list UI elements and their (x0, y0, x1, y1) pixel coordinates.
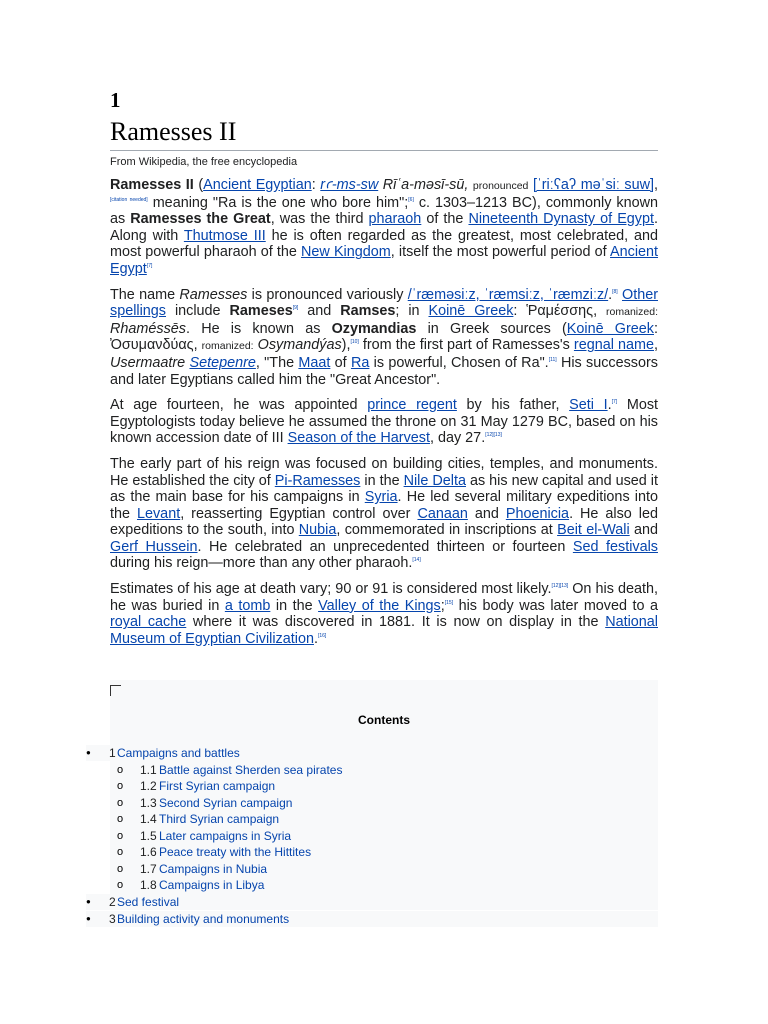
link-syria[interactable]: Syria (364, 489, 398, 506)
ref-14[interactable]: [14] (412, 557, 421, 564)
toc-item-number: 1.6 (140, 845, 157, 859)
toc-item-number: 1.1 (140, 763, 157, 777)
link-national-museum[interactable]: National Museum of Egyptian Civilization (110, 614, 658, 647)
toc-item-number: 3 (109, 912, 116, 926)
link-setepenre[interactable]: Setepenre (189, 354, 256, 371)
ref-12-13b[interactable]: [12][13] (551, 583, 569, 590)
link-regnal-name[interactable]: regnal name (573, 337, 654, 354)
toc-item-number: 1.4 (140, 812, 157, 826)
toc-item-link[interactable]: Battle against Sherden sea pirates (159, 763, 343, 777)
ref-15[interactable]: [15] (444, 599, 454, 606)
ref-12-13[interactable]: [12][13] (485, 432, 502, 439)
link-nile-delta[interactable]: Nile Delta (403, 472, 466, 489)
toc-item-link[interactable]: First Syrian campaign (159, 779, 276, 793)
bullet-icon: o (117, 863, 124, 875)
ref-16[interactable]: [16] (317, 633, 327, 640)
link-seti-i[interactable]: Seti I (569, 397, 608, 414)
toc-item-number: 1.2 (140, 779, 157, 793)
ref-10[interactable]: [10] (350, 339, 359, 346)
ref-9[interactable]: [9] (292, 305, 299, 312)
bullet-icon: o (117, 830, 124, 842)
link-ancient-egypt[interactable]: Ancient Egypt (110, 244, 659, 277)
toc-item-link[interactable]: Campaigns in Nubia (159, 862, 268, 876)
link-pi-ramesses[interactable]: Pi-Ramesses (274, 472, 361, 489)
toc-item[interactable] (86, 894, 658, 910)
bullet-icon: ● (86, 914, 91, 923)
bullet-icon: o (117, 813, 124, 825)
bullet-icon: o (117, 879, 124, 891)
link-ancient-egyptian[interactable]: Ancient Egyptian (203, 177, 312, 193)
link-pronunciation[interactable]: /ˈræməsiːz, ˈræmsiːz, ˈræmziːz/ (407, 286, 609, 303)
ref-11[interactable]: [11] (548, 357, 557, 364)
paragraph-2: The name Ramesses is pronounced variously /ˈræməsiːz, ˈræmsiːz, ˈræmziːz/.[8] Other spellings include Rameses[9] and Ramses; in Koinē Greek: Ῥαμέσσης, romanized: Rhaméssēs. He is known as Ozymandias in Greek sources (Koinē Greek: Ὀσυμανδύας, romanized: Osymandýas),[10] from the first part of Ramesses's regnal name, Usermaatre Setepenre, "The Maat of Ra is powerful, Chosen of Ra".[11] His successors and later Egyptians called him the "Great Ancestor". (110, 286, 658, 388)
toc-item-number: 1 (109, 746, 116, 760)
link-pharaoh[interactable]: pharaoh (368, 211, 422, 228)
bullet-icon: ● (86, 897, 91, 906)
toc-item-link[interactable]: Later campaigns in Syria (159, 829, 292, 843)
link-koine-greek[interactable]: Koinē Greek (428, 303, 514, 320)
link-a-tomb[interactable]: a tomb (224, 597, 271, 614)
toc-item-link[interactable]: Third Syrian campaign (159, 812, 280, 826)
paragraph-5: Estimates of his age at death vary; 90 or 91 is considered most likely.[12][13] On his death, he was buried in a tomb in the Valley of the Kings;[15] his body was later moved to a royal cache where it was discovered in 1881. It is now on display in the National Museum of Egyptian Civilization.[16] (110, 581, 659, 647)
link-new-kingdom[interactable]: New Kingdom (301, 244, 391, 261)
link-prince-regent[interactable]: prince regent (367, 397, 457, 414)
toc-item-link[interactable]: Campaigns in Libya (159, 878, 265, 892)
toc-item-number: 1.5 (140, 829, 157, 843)
ref-7b[interactable]: [7] (611, 399, 618, 406)
link-season-of-harvest[interactable]: Season of the Harvest (287, 430, 430, 447)
toc-item-link[interactable]: Sed festival (117, 895, 180, 909)
article (110, 88, 658, 647)
link-royal-cache[interactable]: royal cache (110, 614, 187, 631)
link-nineteenth-dynasty[interactable]: Nineteenth Dynasty of Egypt (468, 211, 654, 228)
toc-item-number: 2 (109, 895, 116, 909)
toc-item-link[interactable]: Building activity and monuments (117, 912, 290, 926)
link-valley-of-kings[interactable]: Valley of the Kings (318, 597, 441, 614)
link-sed-festivals[interactable]: Sed festivals (572, 538, 658, 555)
link-canaan[interactable]: Canaan (417, 505, 468, 522)
bullet-icon: o (117, 846, 124, 858)
link-gerf-hussein[interactable]: Gerf Hussein (110, 538, 198, 555)
ref-7[interactable]: [7] (146, 263, 153, 270)
bullet-icon: o (117, 764, 124, 776)
toc-item-link[interactable]: Campaigns and battles (117, 746, 240, 760)
link-nubia[interactable]: Nubia (298, 522, 337, 539)
link-levant[interactable]: Levant (136, 505, 181, 522)
link-maat[interactable]: Maat (298, 354, 331, 371)
page-number: 1 (110, 88, 121, 112)
bullet-icon: o (117, 797, 124, 809)
ref-8[interactable]: [8] (612, 288, 618, 295)
bullet-icon: ● (86, 748, 91, 757)
toc-title: Contents (358, 713, 410, 727)
paragraph-3: At age fourteen, he was appointed prince regent by his father, Seti I.[7] Most Egyptologists today believe he assumed the throne on 31 May 1279 BC, based on his known accession date of III Season of the Harvest, day 27.[12][13] (110, 397, 659, 447)
paragraph-1: Ramesses II (Ancient Egyptian: rꜥ-ms-sw Rīʿa-məsī-sū, pronounced [ˈriːʕaʔ məˈsiː suw],[citation needed] meaning "Ra is the one who bore him";[6] c. 1303–1213 BC), commonly known as Ramesses the Great, was the third pharaoh of the Nineteenth Dynasty of Egypt. Along with Thutmose III he is often regarded as the greatest, most celebrated, and most powerful pharaoh of the New Kingdom, itself the most powerful period of Ancient Egypt[7] (110, 177, 659, 277)
link-thutmose-iii[interactable]: Thutmose III (183, 227, 266, 244)
toc-item[interactable] (86, 911, 658, 927)
link-beit-el-wali[interactable]: Beit el-Wali (557, 522, 630, 539)
toc-item-number: 1.8 (140, 878, 157, 892)
link-transliteration[interactable]: rꜥ-ms-sw (320, 177, 379, 193)
toc-item-link[interactable]: Peace treaty with the Hittites (159, 845, 312, 859)
ref-6[interactable]: [6] (408, 196, 414, 203)
tagline: From Wikipedia, the free encyclopedia (110, 156, 298, 168)
link-koine-greek-2[interactable]: Koinē Greek (566, 320, 654, 337)
link-phoenicia[interactable]: Phoenicia (505, 505, 570, 522)
citation-needed[interactable]: [citation needed] (110, 196, 148, 203)
page-title: Ramesses II (110, 116, 658, 151)
paragraph-4: The early part of his reign was focused on building cities, temples, and monuments. He established the city of Pi-Ramesses in the Nile Delta as his new capital and used it as the main base for his campaigns in Syria. He led several military expeditions into the Levant, reasserting Egyptian control over Canaan and Phoenicia. He also led expeditions to the south, into Nubia, commemorated in inscriptions at Beit el-Wali and Gerf Hussein. He celebrated an unprecedented thirteen or fourteen Sed festivals during his reign—more than any other pharaoh.[14] (110, 455, 658, 572)
toc-item[interactable] (86, 745, 658, 761)
link-other-spellings[interactable]: Other spellings (110, 286, 658, 320)
toc-toggle-checkbox[interactable] (110, 685, 121, 696)
toc-item-number: 1.3 (140, 796, 157, 810)
link-ra[interactable]: Ra (350, 354, 370, 371)
bullet-icon: o (117, 780, 124, 792)
toc-item-number: 1.7 (140, 862, 157, 876)
link-ipa[interactable]: [ˈriːʕaʔ məˈsiː suw] (532, 177, 655, 193)
toc-item-link[interactable]: Second Syrian campaign (159, 796, 293, 810)
